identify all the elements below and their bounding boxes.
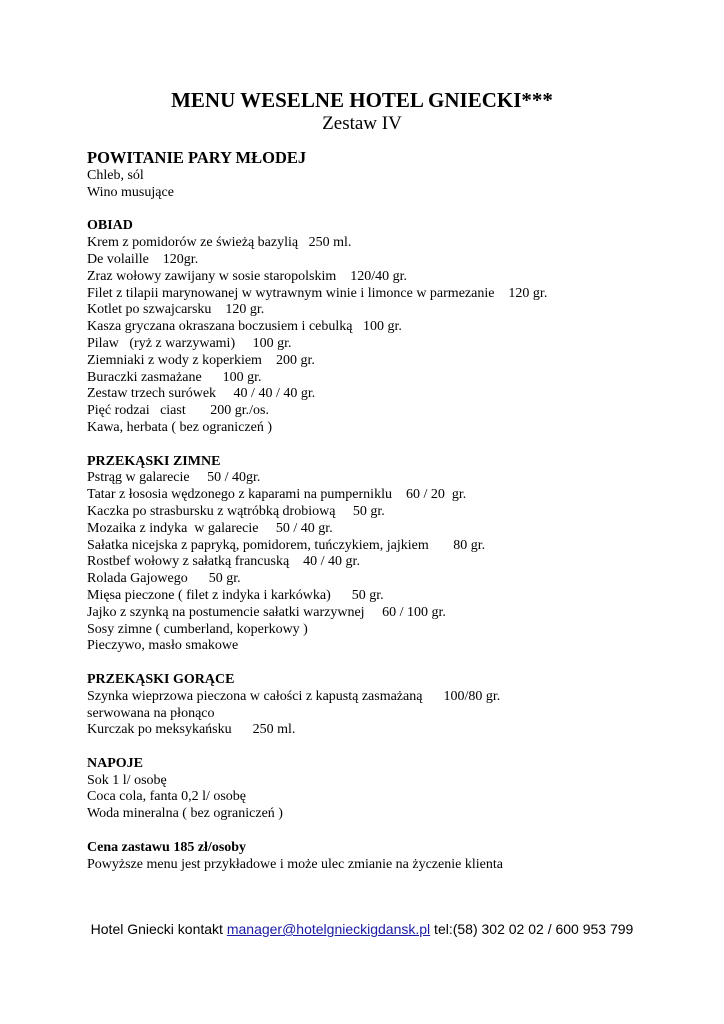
- menu-subtitle: Zestaw IV: [322, 113, 402, 134]
- menu-item: Rostbef wołowy z sałatką francuską 40 / 40 gr.: [87, 554, 360, 570]
- menu-item: Kotlet po szwajcarsku 120 gr.: [87, 302, 265, 318]
- price-note: Powyższe menu jest przykładowe i może ulec zmianie na życzenie klienta: [87, 856, 503, 872]
- menu-item: Pieczywo, masło smakowe: [87, 638, 239, 654]
- section-powitanie: [87, 148, 707, 202]
- section-napoje: [87, 756, 707, 823]
- menu-item: Jajko z szynką na postumencie sałatki warzywnej 60 / 100 gr.: [87, 604, 446, 620]
- footer-phone: tel:(58) 302 02 02 / 600 953 799: [430, 921, 634, 937]
- menu-item: Pilaw (ryż z warzywami) 100 gr.: [87, 335, 292, 351]
- section-przekaski-gorace: [87, 672, 707, 739]
- menu-item: Tatar z łososia wędzonego z kaparami na pumperniklu 60 / 20 gr.: [87, 487, 467, 503]
- section-obiad: [87, 218, 707, 436]
- menu-item: Zraz wołowy zawijany w sosie staropolskim 120/40 gr.: [87, 268, 408, 284]
- email-link[interactable]: manager@hotelgnieckigdansk.pl: [226, 921, 431, 937]
- menu-item: Zestaw trzech surówek 40 / 40 / 40 gr.: [87, 386, 316, 402]
- menu-item: De volaille 120gr.: [87, 251, 199, 267]
- menu-item: Filet z tilapii marynowanej w wytrawnym winie i limonce w parmezanie 120 gr.: [87, 285, 548, 301]
- price-label: Cena zastawu 185 zł/osoby: [87, 839, 247, 855]
- menu-item: Chleb, sól: [87, 168, 144, 183]
- menu-item: Buraczki zasmażane 100 gr.: [87, 369, 262, 385]
- menu-item: Rolada Gajowego 50 gr.: [87, 571, 241, 587]
- menu-item: Wino musujące: [87, 184, 174, 200]
- menu-item: Mozaika z indyka w galarecie 50 / 40 gr.: [87, 520, 333, 536]
- menu-item: Mięsa pieczone ( filet z indyka i karkówka) 50 gr.: [87, 587, 384, 603]
- menu-item: Sok 1 l/ osobę: [87, 772, 167, 788]
- menu-item: Szynka wieprzowa pieczona w całości z kapustą zasmażaną 100/80 gr.: [87, 688, 501, 704]
- footer-prefix: Hotel Gniecki kontakt: [90, 921, 227, 937]
- section-heading: PRZEKĄSKI ZIMNE: [87, 453, 221, 469]
- menu-content: [87, 148, 707, 873]
- footer-contact: [0, 920, 724, 938]
- menu-item: Pstrąg w galarecie 50 / 40gr.: [87, 470, 261, 486]
- section-przekaski-zimne: [87, 454, 707, 656]
- menu-item: Coca cola, fanta 0,2 l/ osobę: [87, 789, 247, 805]
- menu-item: Woda mineralna ( bez ograniczeń ): [87, 806, 283, 822]
- section-heading: PRZEKĄSKI GORĄCE: [87, 671, 235, 687]
- menu-item: Kawa, herbata ( bez ograniczeń ): [87, 419, 273, 435]
- menu-item: Sosy zimne ( cumberland, koperkowy ): [87, 621, 308, 637]
- section-heading: POWITANIE PARY MŁODEJ: [87, 148, 307, 167]
- section-heading: OBIAD: [87, 218, 133, 234]
- menu-item: Kaczka po strasbursku z wątróbką drobiową 50 gr.: [87, 503, 385, 519]
- menu-title: MENU WESELNE HOTEL GNIECKI***: [171, 88, 553, 112]
- menu-item: Kurczak po meksykańsku 250 ml.: [87, 722, 296, 738]
- menu-item: Sałatka nicejska z papryką, pomidorem, tuńczykiem, jajkiem 80 gr.: [87, 537, 486, 553]
- section-price: [87, 840, 707, 874]
- menu-item: serwowana na płonąco: [87, 705, 215, 721]
- menu-item: Ziemniaki z wody z koperkiem 200 gr.: [87, 352, 315, 368]
- menu-item: Kasza gryczana okraszana boczusiem i cebulką 100 gr.: [87, 319, 402, 335]
- section-heading: NAPOJE: [87, 755, 143, 771]
- menu-item: Pięć rodzai ciast 200 gr./os.: [87, 403, 269, 419]
- menu-item: Krem z pomidorów ze świeżą bazylią 250 ml.: [87, 235, 352, 251]
